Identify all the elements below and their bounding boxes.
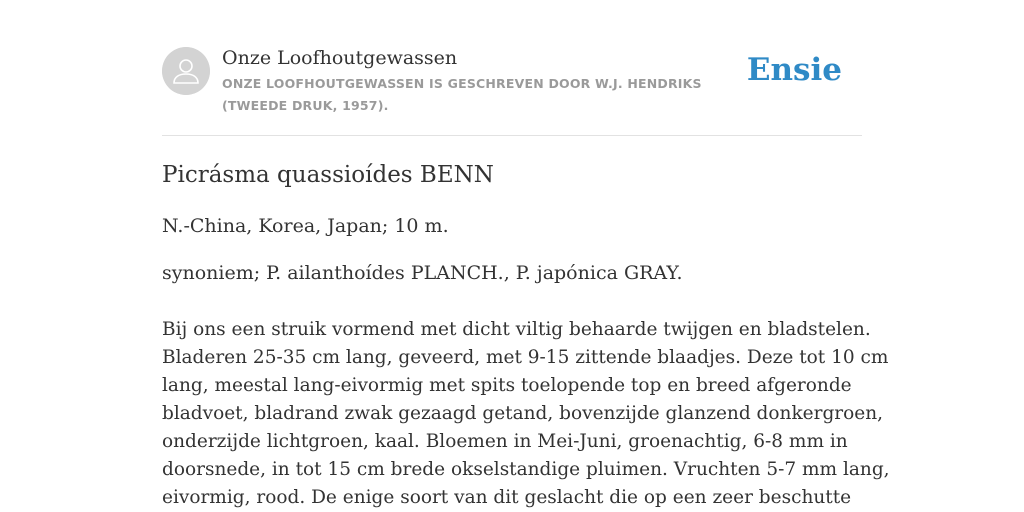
body-line: doorsnede, in tot 15 cm brede okselstandige pluimen. Vruchten 5-7 mm lang,	[162, 459, 890, 480]
synonyms-line: synoniem; P. ailanthoídes PLANCH., P. japónica GRAY.	[162, 262, 683, 284]
body-line: Bij ons een struik vormend met dicht viltig behaarde twijgen en bladstelen.	[162, 319, 871, 340]
body-line: lang, meestal lang-eivormig met spits toelopende top en breed afgeronde	[162, 375, 852, 396]
distribution-line: N.-China, Korea, Japan; 10 m.	[162, 215, 449, 237]
entry-title: Picrásma quassioídes BENN	[162, 162, 494, 188]
entry-body	[162, 316, 890, 512]
body-line: bladvoet, bladrand zwak gezaagd getand, bovenzijde glanzend donkergroen,	[162, 403, 884, 424]
body-line: onderzijde lichtgroen, kaal. Bloemen in Mei-Juni, groenachtig, 6-8 mm in	[162, 431, 848, 452]
brand-logo[interactable]: Ensie	[746, 52, 842, 88]
body-line: Bladeren 25-35 cm lang, geveerd, met 9-15 zittende blaadjes. Deze tot 10 cm	[162, 347, 889, 368]
book-title[interactable]: Onze Loofhoutgewassen	[222, 47, 458, 69]
header-divider	[162, 135, 862, 136]
book-description: ONZE LOOFHOUTGEWASSEN IS GESCHREVEN DOOR W.J. HENDRIKS (TWEEDE DRUK, 1957).	[222, 76, 702, 113]
body-line: eivormig, rood. De enige soort van dit geslacht die op een zeer beschutte	[162, 487, 852, 508]
user-icon	[162, 47, 210, 95]
book-header	[162, 46, 862, 116]
